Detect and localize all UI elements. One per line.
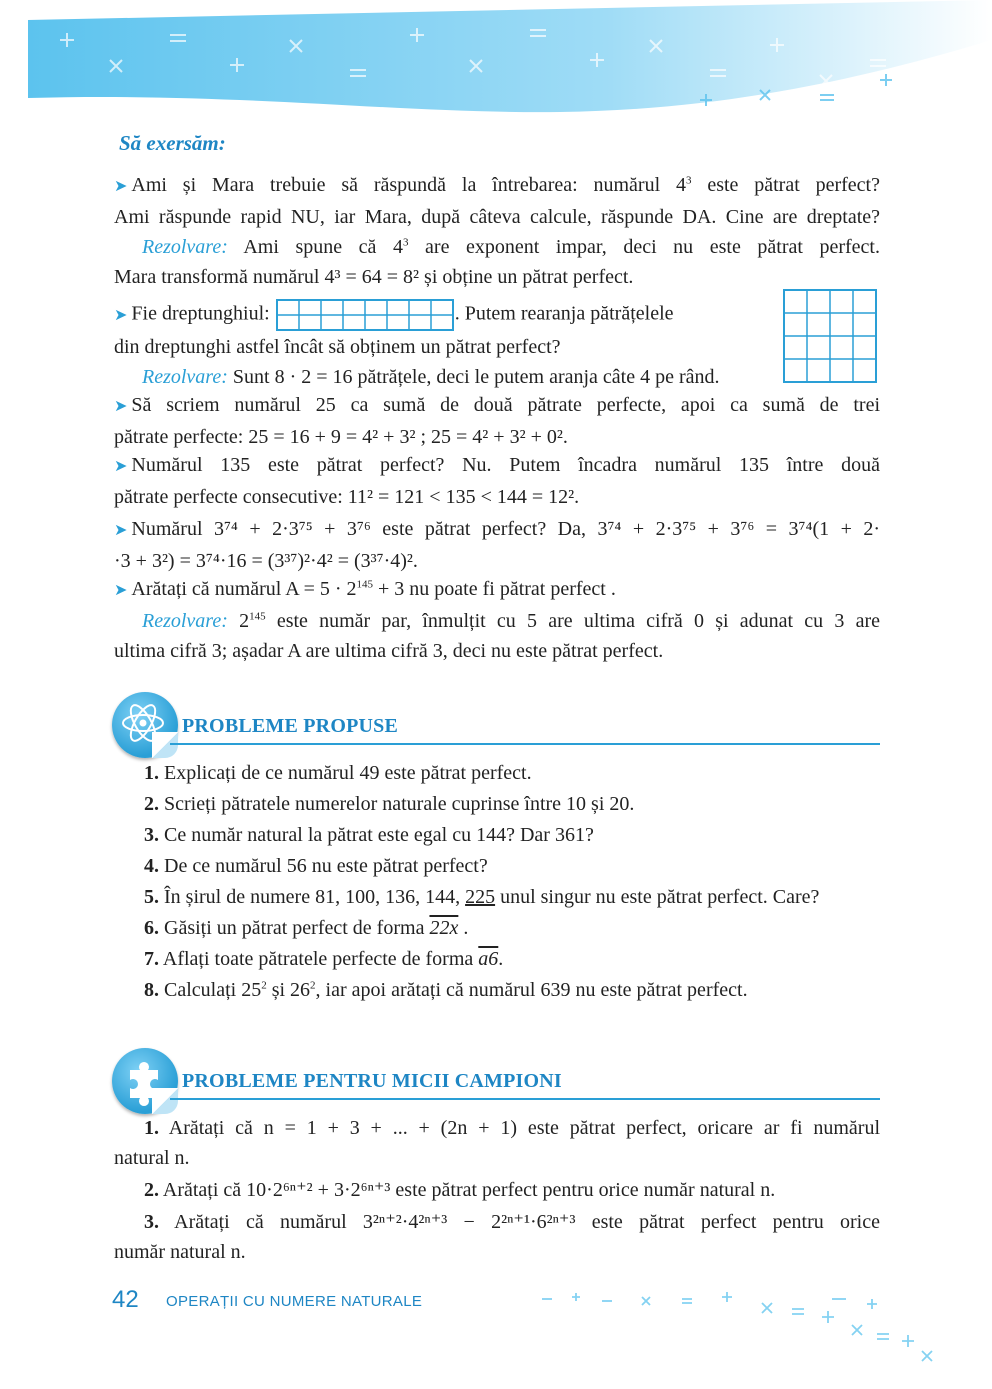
square-grid-4x4 xyxy=(783,289,877,383)
section-divider xyxy=(170,1098,880,1100)
footer-decoration xyxy=(532,1279,952,1369)
puzzle-icon xyxy=(112,1048,178,1114)
section-title-proposed: PROBLEME PROPUSE xyxy=(182,715,398,737)
arrow-icon: ➤ xyxy=(114,582,128,599)
champion-problem-1: 1. Arătați că n = 1 + 3 + ... + (2n + 1) este pătrat perfect, oricare ar fi numărul natural n. xyxy=(114,1117,880,1169)
section-title-champions: PROBLEME PENTRU MICII CAMPIONI xyxy=(182,1070,562,1092)
solution-label: Rezolvare: xyxy=(142,236,228,258)
practice-item-1: ➤ Ami și Mara trebuie să răspundă la întrebarea: numărul $4^3$ este pătrat perfect? Ami răspunde rapid NU, iar Mara, după câteva calcule, răspunde DA. Cine are dreptate? Rezolvare: Ami spune că $4^3$ are exponent impar, deci nu este pătrat perfect. Mara transformă numărul 4³ = 64 = 8² și obține un pătrat perfect. xyxy=(114,174,880,288)
arrow-icon: ➤ xyxy=(114,178,128,195)
practice-item-2: ➤ Fie dreptunghiul: . Putem rearanja pătrățelele din dreptunghi astfel încât să obținem un pătrat perfect? Rezolvare: Sunt 8 · 2 = 16 pătrățele, deci le putem aranja câte 4 pe rând. xyxy=(114,298,774,392)
rectangle-grid-8x2 xyxy=(275,298,455,332)
problem-item: 3. Ce număr natural la pătrat este egal cu 144? Dar 361? xyxy=(144,824,594,846)
problem-item: 5. În șirul de numere 81, 100, 136, 144, 225 unul singur nu este pătrat perfect. Care? xyxy=(144,886,820,908)
arrow-icon: ➤ xyxy=(114,398,128,415)
problem-item: 7. Aflați toate pătratele perfecte de forma a6. xyxy=(144,948,504,970)
champion-problem-3: 3. Arătați că numărul 3²ⁿ⁺²·4²ⁿ⁺³ − 2²ⁿ⁺¹·6²ⁿ⁺³ este pătrat perfect pentru orice număr natural n. xyxy=(114,1211,880,1263)
champion-problem-2: 2. Arătați că 10·2⁶ⁿ⁺² + 3·2⁶ⁿ⁺³ este pătrat perfect pentru orice număr natural n. xyxy=(144,1179,776,1201)
section-divider xyxy=(170,743,880,745)
practice-item-3: ➤ Să scriem numărul 25 ca sumă de două pătrate perfecte, apoi ca sumă de trei pătrate perfecte: 25 = 16 + 9 = 4² + 3² ; 25 = 4² + 3² + 0². xyxy=(114,394,880,448)
problem-item: 4. De ce numărul 56 nu este pătrat perfect? xyxy=(144,855,488,877)
arrow-icon: ➤ xyxy=(114,522,128,539)
practice-item-6: ➤ Arătați că numărul $A = 5 \cdot 2^{145} + 3$ nu poate fi pătrat perfect . Rezolvare: $2^{145}$ este număr par, înmulțit cu 5 are ultima cifră 0 și adunat cu 3 are ultima cifră 3; așadar A are ultima cifră 3, deci nu este pătrat perfect. xyxy=(114,578,881,662)
arrow-icon: ➤ xyxy=(114,458,128,475)
problem-item: 8. Calculați $25^2$ și $26^2$, iar apoi arătați că numărul 639 nu este pătrat perfect. xyxy=(144,979,748,1001)
problem-item: 2. Scrieți pătratele numerelor naturale cuprinse între 10 și 20. xyxy=(144,793,635,815)
practice-heading: Să exersăm: xyxy=(119,131,226,155)
page-number: 42 xyxy=(112,1286,139,1313)
formula: 4³ = 64 = 8² xyxy=(324,266,420,288)
problem-item: 6. Găsiți un pătrat perfect de forma 22x . xyxy=(144,917,469,939)
chapter-title: OPERAȚII CU NUMERE NATURALE xyxy=(166,1293,423,1310)
problem-item: 1. Explicați de ce numărul 49 este pătrat perfect. xyxy=(144,762,532,784)
atom-icon xyxy=(112,692,178,758)
header-banner xyxy=(0,0,992,130)
practice-item-5: ➤ Numărul 3⁷⁴ + 2·3⁷⁵ + 3⁷⁶ este pătrat perfect? Da, 3⁷⁴ + 2·3⁷⁵ + 3⁷⁶ = 3⁷⁴(1 + 2· ·3 + 3²) = 3⁷⁴·16 = (3³⁷)²·4² = (3³⁷·4)². xyxy=(114,518,880,572)
practice-item-4: ➤ Numărul 135 este pătrat perfect? Nu. Putem încadra numărul 135 între două pătrate perfecte consecutive: 11² = 121 < 135 < 144 = 12². xyxy=(114,454,880,508)
arrow-icon: ➤ xyxy=(114,306,128,324)
